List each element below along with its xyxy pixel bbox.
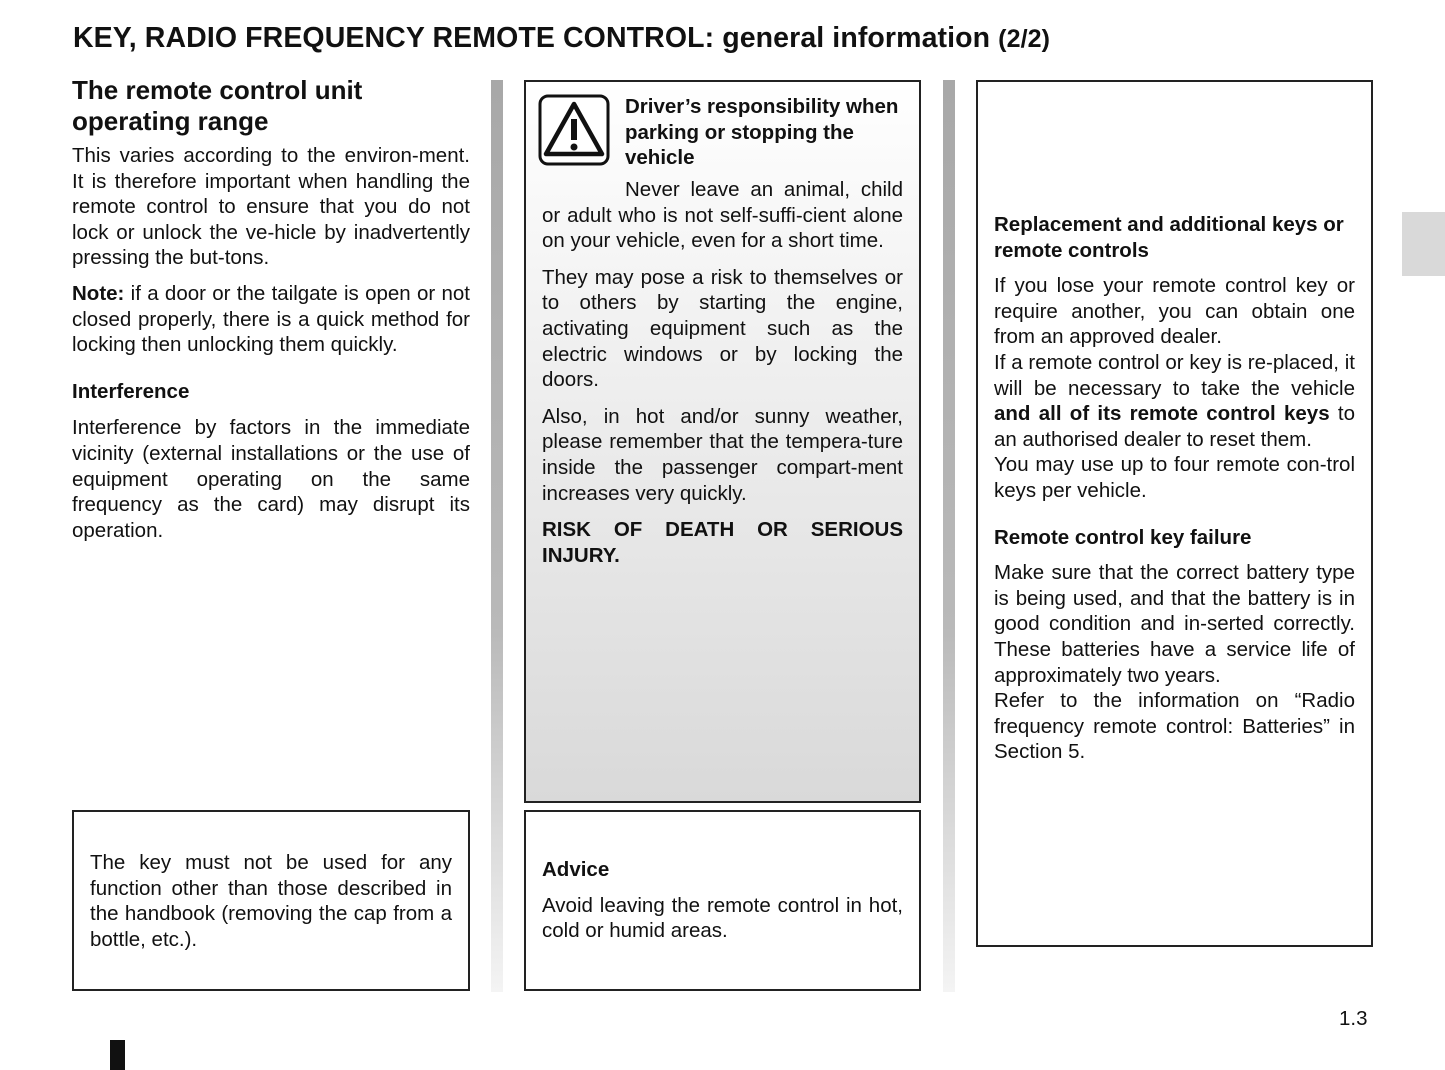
replacement-text-3: You may use up to four remote con-trol keys per vehicle.: [994, 453, 1355, 502]
key-usage-text: The key must not be used for any function other than those described in the handbook (removing the cap from a bottle, etc.).: [90, 851, 452, 951]
left-column: [72, 75, 470, 543]
failure-text-1: Make sure that the correct battery type is being used, and that the battery is in good condition and in-serted correctly. These batteries have a service life of approximately two years.: [994, 561, 1355, 687]
replacement-text-2: [994, 350, 1355, 452]
note-text: if a door or the tailgate is open or not closed properly, there is a quick method for locking then unlocking them quickly.: [72, 281, 470, 357]
replacement-text-2a: If a remote control or key is re-placed, it will be necessary to take the vehicle: [994, 350, 1355, 400]
replacement-text-2c: to an authorised dealer to reset them.: [994, 402, 1355, 451]
operating-range-heading: The remote control unit operating range: [72, 75, 363, 136]
interference-text: Interference by factors in the immediate vicinity (external installations or the use of equipment operating on the same frequency as the card) may disrupt its operation.: [72, 416, 470, 542]
column-divider-left: [491, 80, 503, 992]
advice-text: Avoid leaving the remote control in hot, cold or humid areas.: [542, 893, 903, 943]
replacement-text-2b: and all of its remote control keys: [994, 402, 1330, 426]
warning-triangle-icon: [538, 94, 610, 166]
replacement-heading: Replacement and additional keys or remote controls: [994, 213, 1344, 262]
page-marker: [110, 1040, 125, 1070]
column-divider-right: [943, 80, 955, 992]
key-usage-box: [72, 810, 470, 991]
warning-risk-text: RISK OF DEATH OR SERIOUS INJURY.: [542, 518, 903, 567]
failure-heading: Remote control key failure: [994, 525, 1252, 549]
page-title-part: (2/2): [998, 25, 1051, 53]
operating-range-text: This varies according to the environ-ment. It is therefore important when handling the remote control to ensure that you do not lock or unlock the ve-hicle by inadvertently pressing the but-tons.: [72, 144, 470, 270]
interference-heading: Interference: [72, 379, 190, 403]
warning-header: [542, 92, 903, 176]
section-tab: [1402, 212, 1445, 276]
page-title-main: KEY, RADIO FREQUENCY REMOTE CONTROL: general information: [73, 22, 991, 54]
note-label: Note:: [72, 281, 125, 305]
advice-box: [524, 810, 921, 991]
page-number: 1.3: [1339, 1007, 1368, 1030]
failure-text-2: Refer to the information on “Radio frequency remote control: Batteries” in Section 5.: [994, 689, 1355, 764]
replacement-box: [976, 80, 1373, 947]
advice-heading: Advice: [542, 858, 610, 881]
warning-text-1: Never leave an animal, child or adult who is not self-suffi-cient alone on your vehicle, even for a short time.: [542, 178, 903, 253]
page-title: [73, 22, 1050, 55]
warning-title: Driver’s responsibility when parking or stopping the vehicle: [625, 95, 899, 170]
warning-box: [524, 80, 921, 803]
warning-text-2: They may pose a risk to themselves or to others by starting the engine, activating equipment such as the electric windows or by locking the doors.: [542, 265, 903, 392]
warning-text-3: Also, in hot and/or sunny weather, please remember that the tempera-ture inside the passenger compart-ment increases very quickly.: [542, 404, 903, 505]
replacement-text-1: If you lose your remote control key or require another, you can obtain one from an approved dealer.: [994, 274, 1355, 349]
note-paragraph: [72, 281, 470, 358]
